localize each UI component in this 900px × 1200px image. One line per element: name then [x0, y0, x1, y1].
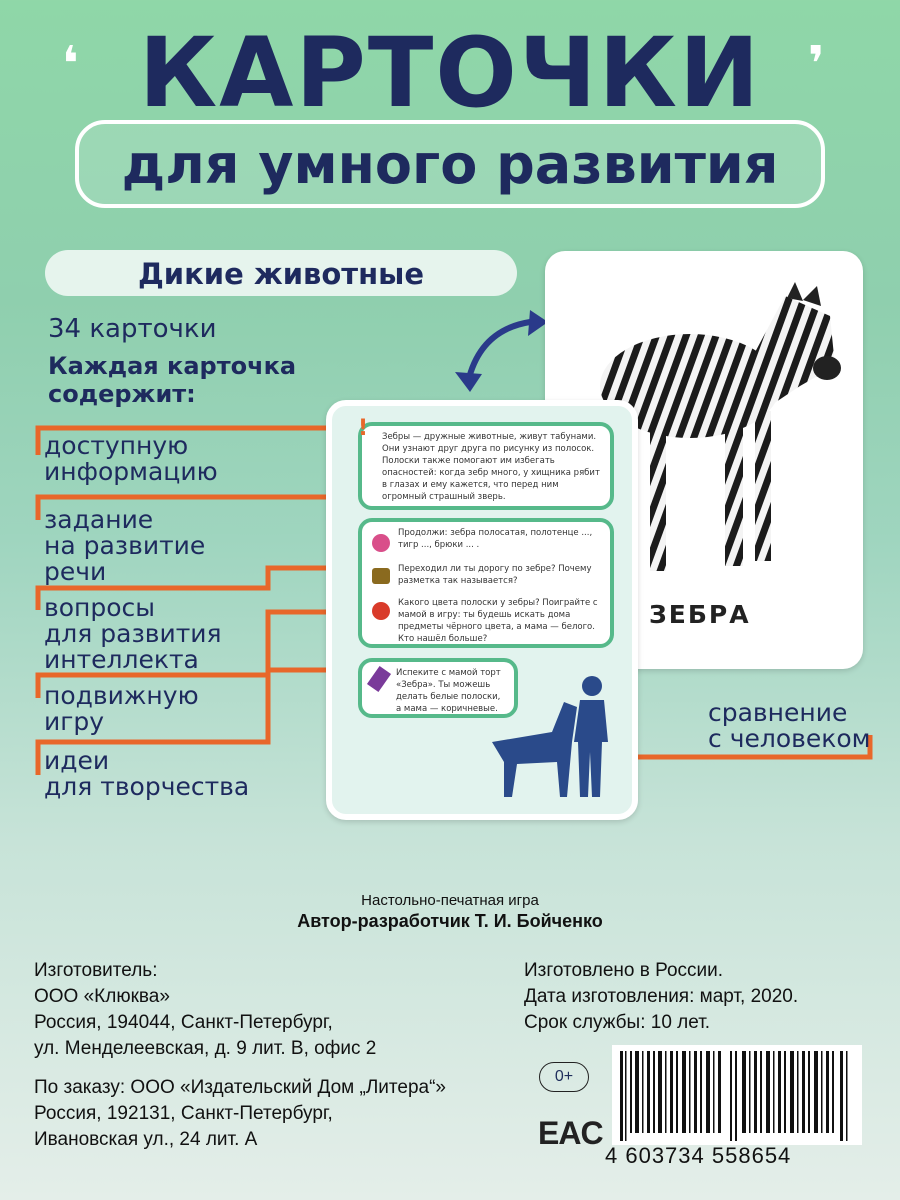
card-count: 34 карточки	[48, 314, 217, 344]
ball-icon	[372, 602, 390, 620]
page-title: КАРТОЧКИ	[138, 17, 762, 129]
theme-title: Дикие животные	[137, 257, 425, 291]
animal-label: ЗЕБРА	[649, 600, 751, 629]
size-comparison-silhouettes	[482, 672, 612, 802]
speech-icon	[372, 534, 390, 552]
barcode-number: 4 603734 558654	[605, 1143, 792, 1168]
feature-speech: задание на развитие речи	[44, 505, 206, 586]
zebra-silhouette	[492, 702, 577, 797]
contains-label: Каждая карточка содержит:	[48, 352, 297, 408]
page-subtitle: для умного развития	[121, 133, 779, 196]
order-block: По заказу: ООО «Издательский Дом „Литера“» Россия, 192131, Санкт-Петербург, Ивановская ул., 24 лит. А	[34, 1077, 446, 1150]
fact-text: Зебры — дружные животные, живут табунами. Они узнают друг друга по рисунку из полосок. Полоски также помогают им избегать опасностей: когда зебр много, у хищника рябит в глазах и ему кажется, что перед ним огромный страшный зверь.	[382, 432, 600, 502]
feature-creative: идеи для творчества	[44, 746, 250, 801]
question-text: Переходил ли ты дорогу по зебре? Почему разметка так называется?	[398, 564, 592, 586]
fact-box	[358, 422, 614, 510]
author: Автор-разработчик Т. И. Бойченко	[297, 911, 603, 931]
human-head	[582, 676, 602, 696]
tasks-box	[358, 518, 614, 648]
human-silhouette	[574, 700, 608, 797]
made-info-block: Изготовлено в России. Дата изготовления: март, 2020. Срок службы: 10 лет.	[524, 960, 799, 1033]
game-text: Какого цвета полоски у зебры? Поиграйте с мамой в игру: ты будешь искать дома предметы чёрного цвета, а мама — белого. Кто нашёл больше?	[398, 598, 598, 644]
creative-text: Испеките с мамой торт «Зебра». Ты можешь делать белые полоски, а мама — коричневые.	[396, 668, 501, 714]
comparison-label: сравнение с человеком	[708, 698, 871, 753]
age-rating-badge: 0+	[539, 1062, 589, 1092]
card-back	[326, 400, 638, 820]
feature-information: доступную информацию	[44, 431, 218, 486]
question-icon	[372, 568, 390, 584]
feature-game: подвижную игру	[44, 681, 199, 736]
feature-intellect: вопросы для развития интеллекта	[44, 593, 222, 674]
exclamation-icon: !	[358, 416, 369, 441]
eac-mark: EAC	[538, 1115, 603, 1151]
decor-swirl-left: ❛	[62, 36, 79, 92]
barcode	[612, 1045, 862, 1145]
speech-text: Продолжи: зебра полосатая, полотенце ..., тигр ..., брюки ... .	[398, 528, 593, 550]
swap-arrow-icon	[468, 322, 530, 382]
product-type: Настольно-печатная игра	[361, 892, 539, 909]
manufacturer-block: Изготовитель: ООО «Клюква» Россия, 194044, Санкт-Петербург, ул. Менделеевская, д. 9 лит. В, офис 2	[34, 960, 377, 1059]
decor-swirl-right: ❜	[808, 36, 825, 92]
